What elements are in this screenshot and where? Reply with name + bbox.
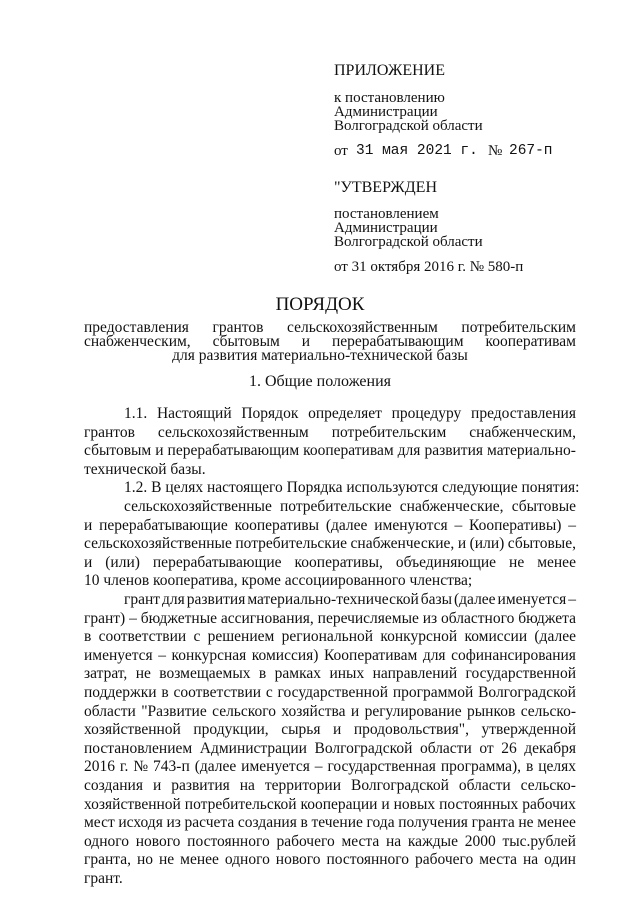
body-word: не [158, 851, 175, 868]
body-word: сельско- [520, 703, 576, 720]
body-word: менее [180, 851, 219, 868]
body-word: сырья [281, 721, 321, 738]
body-word: утвержденной [481, 721, 576, 738]
body-word: и [457, 535, 467, 552]
body-word: материально-технической [247, 591, 419, 608]
body-word: создания [237, 814, 297, 831]
body-word: постановлением [84, 740, 193, 757]
body-word: сбытовые [511, 498, 576, 515]
body-word: областного [441, 610, 515, 627]
body-word: хозяйственной [84, 796, 181, 813]
body-word: (далее [534, 628, 576, 645]
approved-by-resolution: постановлением [334, 206, 439, 222]
body-word: места [479, 851, 518, 868]
body-word: процедуру [391, 405, 462, 422]
body-word: именуется [241, 758, 310, 775]
body-line [84, 628, 576, 646]
body-word: территории [264, 777, 342, 794]
body-word: и [381, 796, 390, 813]
body-word: грант) [84, 610, 126, 627]
body-word: Кооперативы) [469, 517, 562, 534]
body-word: от [479, 740, 494, 757]
body-word: – [158, 647, 166, 664]
body-word: (или) [469, 535, 505, 552]
body-line [84, 517, 576, 535]
body-word: софинансирования [451, 647, 576, 664]
body-word: – [314, 758, 323, 775]
body-word: перерабатывающие [99, 517, 228, 534]
body-word: предоставления [471, 405, 576, 422]
body-word: получения [398, 814, 468, 831]
body-word: кооперации [300, 796, 378, 813]
body-word: потребительским [331, 424, 447, 441]
body-word: – [454, 517, 463, 534]
approved-region: Волгоградской области [334, 234, 483, 250]
body-word: перерабатывающие [152, 554, 282, 571]
subtitle-word: грантов [212, 319, 264, 336]
body-word: перечисляемые [317, 610, 419, 627]
body-line [84, 796, 576, 814]
body-word: гранта, [84, 851, 131, 868]
body-word: бюджета [518, 610, 576, 627]
body-line: технической базы. [84, 461, 206, 478]
body-word: снабженческим, [469, 424, 576, 441]
body-word: перерабатывающим [167, 442, 300, 459]
body-word: 2000 [464, 833, 496, 850]
body-word: продукции, [193, 721, 269, 738]
body-word: комиссии [464, 628, 528, 645]
appendix-date-prefix: от [334, 143, 348, 159]
body-line [84, 758, 576, 776]
body-line [124, 591, 576, 609]
body-line [84, 647, 576, 665]
document-subtitle-line-3: для развития материально-технической базы [172, 347, 468, 364]
body-word: затрат, [84, 665, 128, 682]
body-word: рабочего [415, 851, 474, 868]
body-word: регулирование [364, 703, 462, 720]
body-word: для [397, 442, 421, 459]
body-word: комиссия) [251, 647, 319, 664]
body-word: и [350, 703, 360, 720]
body-word: материально- [487, 442, 576, 459]
body-word: кооперативы [234, 517, 320, 534]
body-word: бюджетные [140, 610, 217, 627]
body-word: одного [84, 833, 129, 850]
body-word: потребительские [235, 535, 348, 552]
approved-title: "УТВЕРЖДЕН [334, 179, 437, 196]
body-word: (или) [105, 554, 140, 571]
body-word: и [84, 517, 93, 534]
body-word: потребительской [184, 796, 297, 813]
body-word: сельскохозяйственные [84, 535, 232, 552]
body-word: именуется [497, 591, 567, 608]
body-word: сельского [212, 703, 276, 720]
body-line [84, 851, 576, 869]
body-word: определяет [308, 405, 382, 422]
body-line [124, 405, 576, 423]
body-word: постоянных [439, 796, 519, 813]
subtitle-word: сельскохозяйственным [287, 319, 438, 336]
body-word: сельскохозяйственным [157, 424, 309, 441]
body-word: конкурсная [171, 647, 247, 664]
body-word: на [385, 833, 402, 850]
body-word: не [135, 665, 151, 682]
body-word: (далее [325, 517, 368, 534]
body-word: 1.1. [124, 405, 148, 422]
body-word: Кооперативам [323, 647, 418, 664]
body-word: Волгоградской [478, 684, 576, 701]
body-word: развития [186, 591, 246, 608]
body-line [84, 665, 576, 683]
body-word: новых [393, 796, 436, 813]
body-line [84, 703, 576, 721]
body-word: региональной [281, 628, 374, 645]
body-word: именуются [374, 517, 448, 534]
body-word: развития [171, 777, 230, 794]
body-word: сельскохозяйственные [124, 498, 272, 515]
subtitle-word: снабженческим, [84, 333, 191, 350]
body-line-final: грант. [84, 870, 123, 887]
body-line: 1.2. В целях настоящего Порядка используются следующие понятия: [124, 479, 580, 496]
body-word: рамках [274, 665, 322, 682]
body-word: тыс.рублей [502, 833, 576, 850]
body-word: на [239, 777, 255, 794]
body-word: течение [311, 814, 363, 831]
body-word: постоянного [187, 833, 270, 850]
subtitle-word: потребительским [461, 319, 576, 336]
body-word: каждые [407, 833, 458, 850]
body-word: сбытовым [84, 442, 152, 459]
body-word: программой [392, 684, 474, 701]
body-word: ассигнования, [220, 610, 314, 627]
body-word: места [341, 833, 380, 850]
body-word: соответствии [173, 684, 262, 701]
body-word: именуется [84, 647, 153, 664]
appendix-number-value: 267-п [509, 143, 553, 159]
appendix-to-resolution: к постановлению [334, 90, 445, 106]
body-line [84, 814, 576, 832]
body-word: расчета [184, 814, 235, 831]
body-word: г. [119, 758, 129, 775]
body-word: – [568, 591, 576, 608]
approved-date-line: от 31 октября 2016 г. № 580-п [334, 259, 524, 275]
body-line [84, 721, 576, 739]
body-word: один [544, 851, 576, 868]
body-word: создания [84, 777, 143, 794]
body-word: постоянного [326, 851, 410, 868]
subtitle-word: кооперативам [485, 333, 576, 350]
body-word: не [509, 554, 525, 571]
body-word: государственной [277, 684, 389, 701]
body-word: грант [124, 591, 161, 608]
body-word: программа), [440, 758, 522, 775]
body-word: нового [135, 833, 181, 850]
body-word: и [332, 721, 342, 738]
body-word: 26 [501, 740, 517, 757]
body-word: в [258, 665, 267, 682]
body-word: менее [537, 554, 576, 571]
body-word: грантов [84, 424, 135, 441]
body-word: (далее [194, 758, 237, 775]
body-word: в [300, 814, 308, 831]
body-word: кооперативам [303, 442, 394, 459]
body-word: Настоящий [156, 405, 232, 422]
body-line [84, 424, 576, 442]
body-word: и [155, 442, 164, 459]
body-word: № [133, 758, 149, 775]
appendix-administration: Администрации [334, 104, 438, 120]
body-word: в [525, 758, 534, 775]
approved-administration: Администрации [334, 220, 438, 236]
body-word: 2016 [84, 758, 115, 775]
body-line [124, 498, 576, 516]
body-word: сбытовые, [507, 535, 576, 552]
body-word: целях [538, 758, 576, 775]
body-word: одного [224, 851, 270, 868]
body-word: мест [84, 814, 115, 831]
body-word: иных [329, 665, 365, 682]
body-word: менее [537, 814, 576, 831]
body-word: на [523, 851, 539, 868]
body-word: в [161, 684, 169, 701]
body-word: из [166, 814, 181, 831]
document-title: ПОРЯДОК [275, 294, 365, 315]
body-word: с [193, 628, 201, 645]
body-word: области [84, 703, 136, 720]
body-word: Волгоградской [350, 777, 449, 794]
body-word: поддержки [84, 684, 157, 701]
body-word: государственная [327, 758, 436, 775]
body-line [84, 833, 576, 851]
body-line [84, 610, 576, 628]
body-word: рабочих [522, 796, 576, 813]
body-word: хозяйства [281, 703, 346, 720]
body-word: потребительские [279, 498, 392, 515]
body-word: направлений [372, 665, 458, 682]
body-word: исходя [118, 814, 163, 831]
body-line [84, 740, 576, 758]
body-word: Порядок [241, 405, 299, 422]
body-word: гранта [471, 814, 515, 831]
body-word: – [129, 610, 137, 627]
body-word: конкурсной [380, 628, 458, 645]
subtitle-word: перерабатывающим [331, 333, 464, 350]
body-word: государственной [465, 665, 576, 682]
body-word: Администрации [199, 740, 307, 757]
body-word: базы [420, 591, 453, 608]
body-line [84, 684, 576, 702]
subtitle-word: сбытовым [212, 333, 280, 350]
body-word: снабженческие, [399, 498, 504, 515]
body-word: сельско- [520, 777, 576, 794]
body-word: в [84, 628, 92, 645]
appendix-region: Волгоградской области [334, 118, 483, 134]
body-word: с [265, 684, 273, 701]
body-word: соответствии [98, 628, 187, 645]
body-word: кооперативы, [294, 554, 383, 571]
body-word: для [422, 647, 446, 664]
body-word: и [84, 554, 93, 571]
body-word: (далее [454, 591, 496, 608]
body-word: рабочего [276, 833, 335, 850]
body-word: развития [424, 442, 484, 459]
body-word: из [422, 610, 438, 627]
body-word: рынков [467, 703, 516, 720]
body-line [84, 777, 576, 795]
body-word: Волгоградской [314, 740, 413, 757]
body-word: нового [275, 851, 321, 868]
body-word: решением [207, 628, 275, 645]
body-word: области [419, 740, 472, 757]
body-word: возмещаемых [159, 665, 251, 682]
appendix-number-sign: № [488, 143, 503, 159]
body-word: продовольствия", [353, 721, 469, 738]
appendix-title: ПРИЛОЖЕНИЕ [334, 62, 446, 79]
appendix-date-value: 31 мая 2021 г. [356, 143, 478, 159]
body-word: – [568, 517, 576, 534]
body-line [84, 535, 576, 553]
body-word: декабря [524, 740, 576, 757]
body-word: не [518, 814, 534, 831]
body-word: "Развитие [141, 703, 207, 720]
body-word: области [458, 777, 511, 794]
body-word: 743-п [153, 758, 190, 775]
body-word: года [366, 814, 395, 831]
section-1-heading: 1. Общие положения [248, 373, 392, 390]
body-word: объединяющие [395, 554, 497, 571]
body-word: и [152, 777, 162, 794]
body-line [84, 442, 576, 460]
body-word: для [162, 591, 185, 608]
subtitle-word: и [301, 333, 311, 350]
body-word: снабженческие, [350, 535, 455, 552]
body-line: 10 членов кооператива, кроме ассоциированного членства; [84, 572, 473, 589]
body-word: но [136, 851, 154, 868]
subtitle-word: предоставления [84, 319, 189, 336]
body-line [84, 554, 576, 572]
body-word: хозяйственной [84, 721, 181, 738]
